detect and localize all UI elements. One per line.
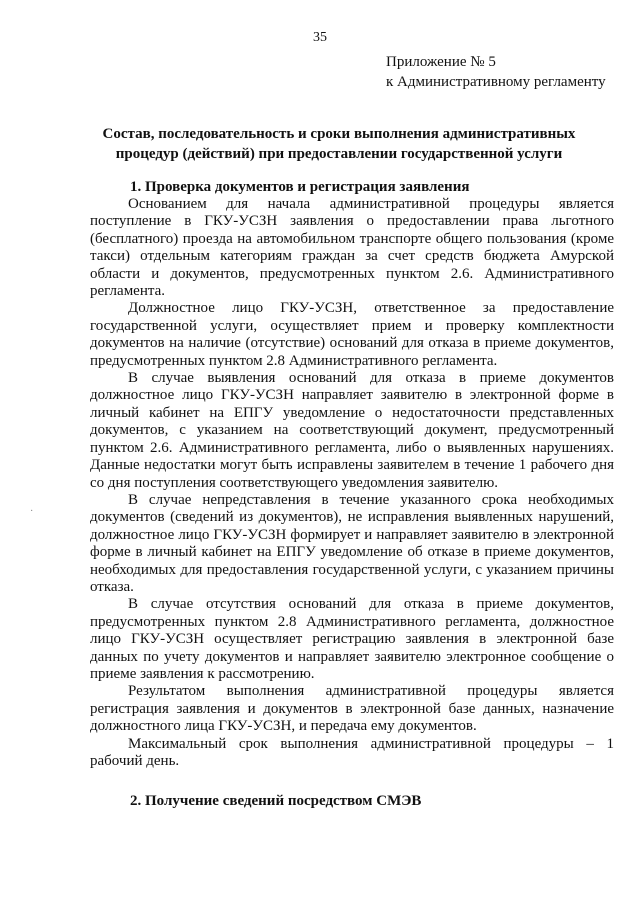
paragraph: Результатом выполнения административной процедуры является регистрация заявления и документов в электронной базе данных, назначение должностного лица ГКУ-УСЗН, и передача ему документов. [90,683,614,735]
appendix-line: к Административному регламенту [386,74,606,90]
section-body-1 [90,196,614,770]
document-title-line: процедур (действий) при предоставлении государственной услуги [115,146,563,162]
paragraph: Должностное лицо ГКУ-УСЗН, ответственное за предоставление государственной услуги, осуществляет прием и проверку комплектности документов на наличие (отсутствие) оснований для отказа в приеме документов, предусмотренных пунктом 2.8 Административного регламента. [90,300,614,369]
paragraph: Максимальный срок выполнения административной процедуры – 1 рабочий день. [90,735,614,769]
section-heading-1: 1. Проверка документов и регистрация заявления [130,179,470,195]
appendix-note [386,52,606,92]
document-title [60,124,618,164]
page-number: 35 [313,30,327,45]
paragraph: В случае непредставления в течение указанного срока необходимых документов (сведений из документов), не исправления выявленных нарушений, должностное лицо ГКУ-УСЗН формирует и направляет заявителю в электронной форме в личный кабинет на ЕПГУ уведомление об отказе в приеме документов, необходимых для предоставления государственной услуги, с указанием причины отказа. [90,491,614,595]
appendix-line: Приложение № 5 [386,54,496,70]
margin-mark: · [30,506,34,517]
paragraph: В случае выявления оснований для отказа в приеме документов должностное лицо ГКУ-УСЗН направляет заявителю в электронной форме в личный кабинет на ЕПГУ уведомление о недостаточности представленных документов, с указанием на соответствующий документ, предусмотренный пунктом 2.6. Административного регламента, либо о выявленных нарушениях. Данные недостатки могут быть исправлены заявителем в течение 1 рабочего дня со дня поступления соответствующего уведомления заявителю. [90,370,614,491]
section-heading-2: 2. Получение сведений посредством СМЭВ [130,793,422,809]
document-title-line: Состав, последовательность и сроки выполнения административных [102,126,576,142]
paragraph: Основанием для начала административной процедуры является поступление в ГКУ-УСЗН заявления о предоставлении права льготного (бесплатного) проезда на автомобильном транспорте общего пользования (кроме такси) отдельным категориям граждан за счет средств бюджета Амурской области и документов, предусмотренных пунктом 2.6. Административного регламента. [90,196,614,300]
paragraph: В случае отсутствия оснований для отказа в приеме документов, предусмотренных пунктом 2.8 Административного регламента, должностное лицо ГКУ-УСЗН осуществляет регистрацию заявления в электронной базе данных по учету документов и направляет заявителю электронное сообщение о приеме заявления к рассмотрению. [90,596,614,682]
